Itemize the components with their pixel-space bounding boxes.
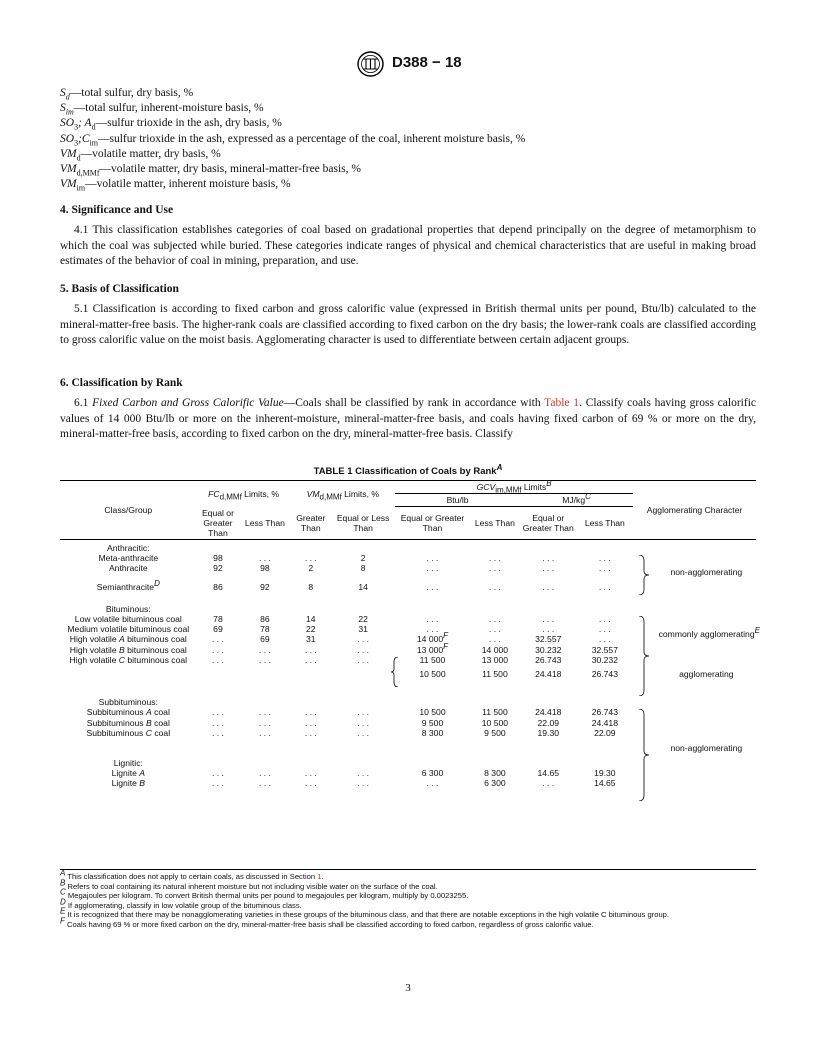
table-1-link[interactable]: Table 1 xyxy=(544,397,580,410)
col-header-agglomerating: Agglomerating Character xyxy=(646,504,743,515)
agg-label-commonly: commonly agglomerating$^E$ xyxy=(658,626,760,640)
col-header-vm-greater: Greater Than xyxy=(296,512,326,533)
table-row: Meta-anthracite 98 . . . . . . 2 . . . . . . . . . . . . non-agglomerating xyxy=(60,553,756,563)
section-basis xyxy=(60,282,756,349)
symbol-def: $S_d—total$ sulfur, dry basis, % xyxy=(60,87,194,102)
symbol-def: $VM_d—volatile$ matter, dry basis, % xyxy=(60,147,221,163)
table-row: Lignitic: xyxy=(113,758,143,769)
table-row: Semianthracite$^D$ 86 92 8 14 . . . . . . . . . . . . xyxy=(96,578,611,592)
table-row: High volatile C bituminous coal . . . . . . . . . . . . 11 500 13 000 26.743 30.232 xyxy=(60,655,756,665)
col-header-class: Class/Group xyxy=(104,504,153,515)
table-row: High volatile B bituminous coal . . . . . . . . . . . . 13 $000^F$ 14 000 30.232 32.557 xyxy=(69,641,618,655)
col-header-vm: $VM_{d,MMf}$ Limits, % xyxy=(306,488,380,502)
agg-label-non: non-agglomerating xyxy=(670,567,743,578)
col-header-mj-less: Less Than xyxy=(584,517,625,528)
col-header-fc: $FC_{d,MMf}$ Limits, % xyxy=(208,488,280,502)
table-row: Lignite B . . . . . . . . . . . . . . . 6 300 . . . 14.65 xyxy=(111,778,616,789)
astm-logo-icon xyxy=(357,51,384,77)
table-row: Anthracitic: xyxy=(107,543,150,553)
agg-label-non: non-agglomerating xyxy=(670,742,743,753)
table-row: Subbituminous A coal . . . . . . . . . . . . 10 500 11 500 24.418 26.743 non-agglomerating xyxy=(60,707,756,717)
footnote: $^D$ If agglomerating, classify in low volatile group of the bituminous class. xyxy=(60,897,302,910)
col-header-vm-eq-less: Equal or Less Than xyxy=(336,512,390,533)
table-row: Medium volatile bituminous coal 69 78 22 31 . . . . . . . . . . . . xyxy=(67,624,611,635)
col-header-mj-eq-greater: Equal or Greater Than xyxy=(522,512,574,533)
col-header-gcv: $GCV_{im,MMf}$ Limits$^B$ xyxy=(395,481,633,494)
section-paragraph: 6.1 Fixed Carbon and Gross Calorific Value—Coals shall be classified by rank in accordance with Table 1. Classify coals having gross calorific values of 14 000 Btu/lb or more on the inherent-moisture, mineral-matter-free basis, and coals having fixed carbon of 69 % or more on the dry, mineral-matter-free basis, according to fixed carbon on the dry, mineral-matter-free basis. Classify xyxy=(60,397,756,441)
page-number: 3 xyxy=(405,982,411,994)
footnote: $^A$ This classification does not apply to certain coals, as discussed in Section 1. xyxy=(60,868,324,881)
symbol-def: $SO_3;C_{im}—sulfur$ trioxide in the ash, expressed as a percentage of the coal, inherent moisture basis, % xyxy=(60,132,526,147)
table-row: Lignite A . . . . . . . . . . . . 6 300 8 300 14.65 19.30 xyxy=(111,768,616,779)
symbol-def: $VM_{im}—volatile$ matter, inherent moisture basis, % xyxy=(60,178,291,193)
col-header-fc-less: Less Than xyxy=(244,517,285,528)
symbol-def: $SO_3$; $A_d—sulfur$ trioxide in the ash, dry basis, % xyxy=(60,117,282,132)
brace-icon xyxy=(633,707,656,788)
footnote: $^F$ Coals having 69 % or more fixed carbon on the dry, mineral-matter-free basis shall be classified according to fixed carbon, regardless of gross calorific value. xyxy=(60,916,594,929)
table-row: Subbituminous C coal . . . . . . . . . . . . 8 300 9 500 19.30 22.09 xyxy=(86,727,616,738)
brace-icon xyxy=(633,614,656,655)
col-header-btu: Btu/lb xyxy=(395,494,520,507)
table-row: Anthracite 92 98 2 8 . . . . . . . . . . . . xyxy=(108,563,611,574)
table-row: High volatile A bituminous coal . . . 69 31 . . . 14 $000^F$ . . . 32.557 . . . xyxy=(69,631,611,645)
col-header-fc-eq-greater: Equal or Greater Than xyxy=(201,507,234,538)
table-row: 10 500 11 500 24.418 26.743 agglomerating xyxy=(60,669,756,679)
section-classification xyxy=(60,376,756,443)
table-footnotes xyxy=(60,869,756,930)
col-header-btu-less: Less Than xyxy=(474,517,515,528)
section-significance xyxy=(60,203,756,270)
footnote: $^C$ Megajoules per kilogram. To convert British thermal units per pound to megajoules per kilogram, multiply by 0.0023255. xyxy=(60,887,469,901)
table-row: Bituminous: xyxy=(105,603,151,614)
col-header-btu-eq-greater: Equal or Greater Than xyxy=(400,512,465,533)
footnote: $^B$ Refers to coal containing its natural inherent moisture but not including visible water on the surface of the coal. xyxy=(60,878,438,891)
table-row: Subbituminous B coal . . . . . . . . . . . . 9 500 10 500 22.09 24.418 xyxy=(86,717,618,728)
section-heading: 4. Significance and Use xyxy=(60,204,174,216)
table-row: Low volatile bituminous coal 78 86 14 22 . . . . . . . . . . . . commonly agglomerating$^E$ xyxy=(60,614,756,624)
section-heading: 6. Classification by Rank xyxy=(60,377,183,389)
section-heading: 5. Basis of Classification xyxy=(60,283,179,295)
symbol-definitions xyxy=(60,86,525,192)
brace-icon xyxy=(633,553,656,592)
brace-icon xyxy=(391,657,399,687)
symbol-def: $VM_{d,MMf}—volatile$ matter, dry basis, mineral-matter-free basis, % xyxy=(60,163,361,178)
symbol-def: $S_{im}—total$ sulfur, inherent-moisture basis, % xyxy=(60,102,264,117)
table-title: TABLE 1 Classification of Coals by Rank$^A$ xyxy=(313,462,503,477)
section-paragraph: 4.1 This classification establishes categories of coal based on gradational properties that depend principally on the degree of metamorphism to which the coal was subjected while buried. These categories indicate ranges of physical and chemical characteristics that are useful in making broad estimates of the behavior of coal in mining, preparation, and use. xyxy=(60,224,756,268)
section-paragraph: 5.1 Classification is according to fixed carbon and gross calorific value (expressed in British thermal units per pound, Btu/lb) calculated to the mineral-matter-free basis. The higher-rank coals are classified according to fixed carbon on the dry basis; the lower-rank coals are classified according to gross calorific value on the moist basis. Agglomerating character is used to differentiate between certain adjacent groups. xyxy=(60,303,756,347)
col-header-mj: $MJ/kg^C$ xyxy=(520,494,633,507)
classification-table xyxy=(60,479,760,789)
document-id: D388 − 18 xyxy=(392,54,462,71)
footnote: $^E$ It is recognized that there may be nonagglomerating varieties in these groups of the bituminous class, and that there are notable exceptions in the high volatile C bituminous group. xyxy=(60,906,669,920)
section-1-link[interactable]: 1 xyxy=(317,872,322,881)
page-header xyxy=(0,51,816,77)
table-row: Subbituminous: xyxy=(98,697,158,708)
agg-label-agglomerating: agglomerating xyxy=(679,669,734,680)
